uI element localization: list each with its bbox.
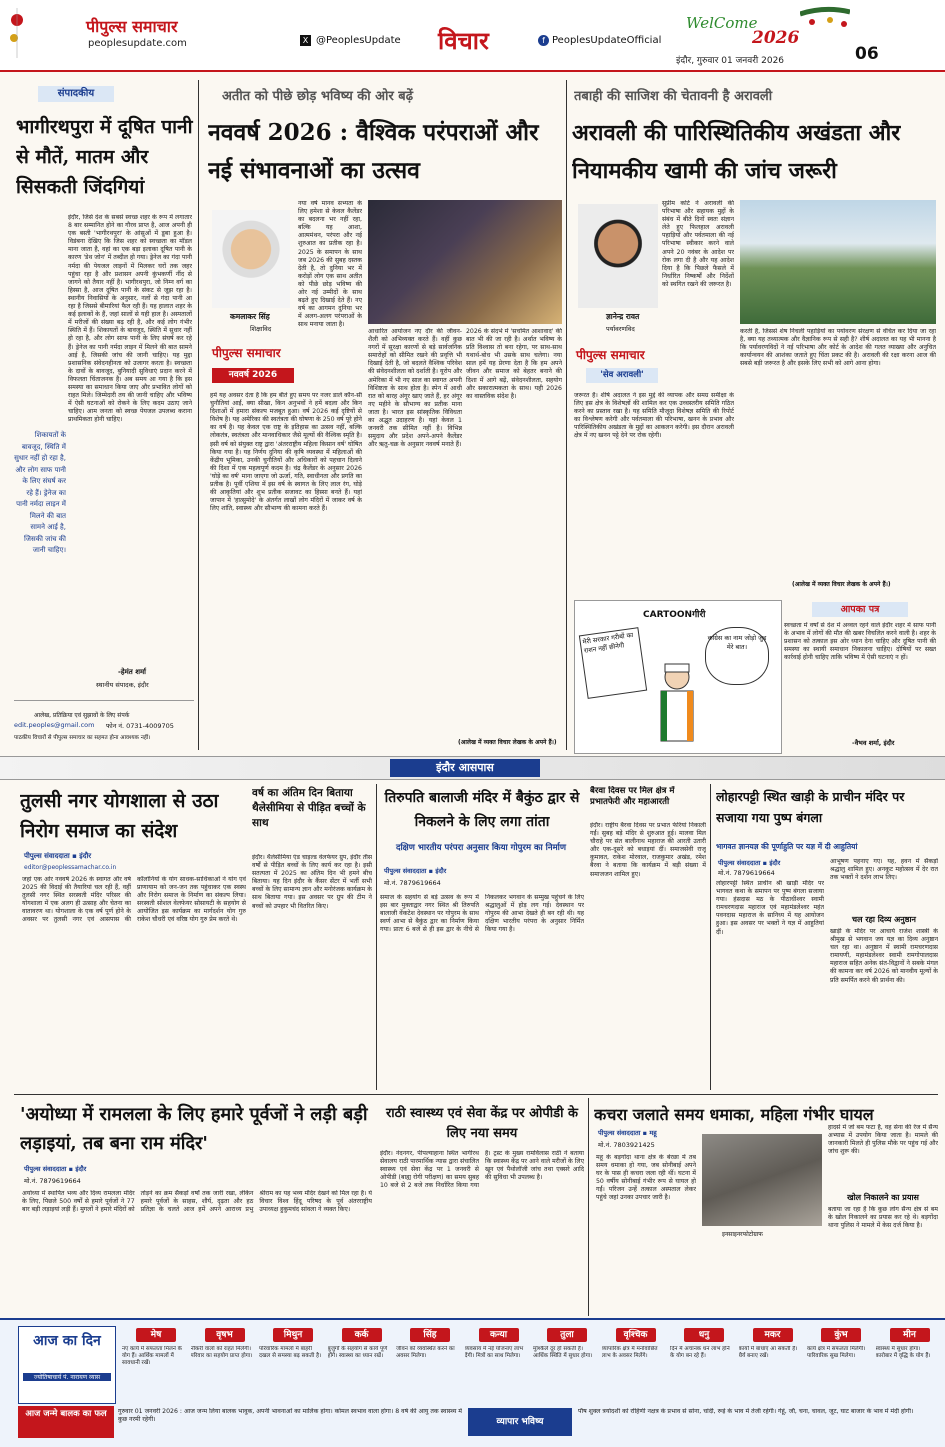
zodiac-sign-10-text: कार्यों में बाधाएं आ सकती हैं। धैर्य बनाए रखें। <box>738 1346 798 1359</box>
twitter-icon: X <box>300 35 311 46</box>
column-divider <box>376 784 377 1090</box>
astrologer-name: ज्योतिषाचार्य पं. नारायण व्यास <box>23 1373 111 1381</box>
zodiac-sign-1-text: नए कार्य में सफलता मिलने के योग हैं। आर्थिक मामलों में सावधानी रखें। <box>122 1346 182 1366</box>
website-link[interactable]: peoplesupdate.com <box>88 38 187 49</box>
aravali-author: ज्ञानेन्द्र रावत <box>606 312 640 321</box>
masthead <box>0 0 945 72</box>
tulsi-body: जहां एक ओर नववर्ष 2026 के स्वागत और वर्ष 2025 की विदाई की तैयारियां चल रही हैं, वहीं तुलसी नगर स्थित सरस्वती मंदिर परिसर की योगशाला में एक अलग ही उत्साह और चेतना का वातावरण था। योगशाला के एक वर्ष पूर्ण होने के अवसर पर तुलसी नगर एवं आसपास की कॉलोनियों के योग साधक-साधिकाओं ने योग एवं प्राणायाम को जन-जन तक पहुंचाकर एक स्वस्थ और निरोग समाज के निर्माण का संकल्प लिया। सरस्वती सोशल वेलफेयर सोसायटी के सहयोग से आयोजित इस कार्यक्रम का मार्गदर्शन योग गुरु राकेश चौधरी एवं वरिष्ठ योग गुरु प्रेम करते थे। <box>22 876 246 924</box>
ayodhya-headline: 'अयोध्या में रामलला के लिए हमारे पूर्वजों ने लड़ी बड़ी लड़ाइयां, तब बना राम मंदिर' <box>20 1104 368 1154</box>
author-photo-gyanendra <box>578 204 658 308</box>
ayodhya-mobile: मो.नं. 7879619664 <box>24 1177 81 1185</box>
aravali-col1: सुप्रीम कोर्ट ने अरावली की परिभाषा और सहायक मुद्दों के संबंध में बीते दिनों स्वतः संज्ञान लेते हुए फिलहाल अरावली पहाड़ियों और पर्वतमाला की नई परिभाषा स्वीकार करने वाले अपने 20 नवंबर के आदेश पर रोक लगा दी है और यह आदेश दिया है कि पिछले फैसले में निर्धारित निष्कर्षों और निर्देशों को स्थगित रखने की जरूरत है। <box>662 200 734 288</box>
author-photo-kamlakar <box>212 210 290 308</box>
zodiac-sign-9-name: धनु <box>684 1328 724 1342</box>
aravali-col2: जरूरत है। शीर्ष अदालत ने इस मुद्दे की व्यापक और समग्र समीक्षा के लिए इस क्षेत्र के विशेषज्ञों की शामिल कर एक उच्चस्तरीय समिति गठित करने का प्रस्ताव रखा है। यह समिति मौजूदा विशेषज्ञ समिति की रिपोर्ट का विश्लेषण करेगी और पर्वतमाला की परिभाषा, खनन के प्रभाव और पारिस्थितिकीय अखंडता के मुद्दों का आकलन करेगी। इस दौरान अरावली क्षेत्र में नए खनन पट्टे देने पर रोक रहेगी। <box>574 392 734 440</box>
zodiac-sign-3-name: मिथुन <box>273 1328 313 1342</box>
ayodhya-body: अयोध्या में स्थापित भव्य और दिव्य रामलला मंदिर के लिए, पिछले 500 वर्षों से हमारे पूर्वजों ने 77 बार बड़ी लड़ाइयां लड़ी हैं। मुगलों ने हमारे मंदिरों को तोड़ने का क्रम सैकड़ों वर्षों तक जारी रखा, लेकिन हमारे पूर्वजों के साहस, शौर्य, दृढ़ता और हठ प्रतिज्ञा के चलते आज हमें अपने आराध्य प्रभु श्रीराम का यह भव्य मंदिर देखने को मिल रहा है। ये विचार विश्व हिंदू परिषद के पूर्व अंतरराष्ट्रीय उपाध्यक्ष हुकुमचंद सांवला ने व्यक्त किए। <box>22 1190 372 1214</box>
cartoon-sign: मेरी सरकार गरीबों का राशन नहीं छीनेगी <box>579 627 647 699</box>
editorial-body: इंदौर, जिसे देश के सबसे स्वच्छ शहर के रूप में लगातार 8 बार सम्मानित होने का गौरव प्राप्त है, आज अपनी ही एक बस्ती 'भागीरथपुरा' के आंसुओं में डूबा हुआ है। विडंबना देखिए कि जिस शहर को स्वच्छता का मॉडल माना जाता है, वहां का एक बड़ा इलाका दूषित पानी के कारण 'डेथ जोन' में तब्दील हो गया। ड्रेनेज का गंदा पानी नर्मदा की पेयजल लाइनों में मिलकर घरों तक जहर पहुंचा रहा है और प्रशासन अपनी कुंभकर्णी नींद से जागने को तैयार नहीं है। भागीरथपुरा, जो निम्न वर्ग का हिस्सा है, आज दूषित पानी के संकट से जूझ रहा है। स्थानीय निवासियों के अनुसार, नलों से गंदा पानी आ रहा है जिससे बीमारियां फैल रही हैं। यह हालात शहर के कई इलाकों के हैं, जहां सालों से यही हाल है। अस्पतालों में मरीजों की संख्या बढ़ रही है, और कई लोग गंभीर स्थिति में हैं। शिकायतों के बावजूद, स्थिति में सुधार नहीं हो रहा है, और लोग साफ पानी के लिए संघर्ष कर रहे हैं। ड्रेनेज का पानी नर्मदा लाइन में मिलने की बात सामने आई है, जिसकी जांच की जानी चाहिए। यह मुद्दा प्रशासनिक संवेदनहीनता को उजागर करता है। स्वच्छता के दावों के बावजूद, बुनियादी सुविधाएं प्रदान करने में विफलता चिंताजनक है। अब समय आ गया है कि इस समस्या का समाधान किया जाए और प्रभावित लोगों को राहत मिले। जिम्मेदारी तय की जानी चाहिए और भविष्य में ऐसी घटनाओं को रोकने के लिए कदम उठाए जाने चाहिए। आम जनता को स्वच्छ पेयजल उपलब्ध कराना प्राथमिकता होनी चाहिए। <box>68 214 192 424</box>
tulsi-headline: तुलसी नगर योगशाला से उठा निरोग समाज का संदेश <box>20 790 219 842</box>
lohar-body: लोहारपट्टी स्थित प्राचीन श्री खाड़ी मंदिर पर भागवत कथा के समापन पर पुष्प बंगला सजाया गया। हंसदास मठ के पीठाधीश्वर स्वामी रामचरणदास महाराज एवं महामंडलेश्वर महंत पवनदास महाराज के सानिध्य में यह आयोजन हुआ। इस अवसर पर भक्तों ने यज्ञ में आहुतियां दीं। <box>716 880 824 936</box>
column-divider <box>588 1098 589 1316</box>
aravali-tag: 'सेव अरावली' <box>586 368 658 383</box>
cartoon-figure <box>645 661 709 749</box>
letters-box <box>784 602 936 752</box>
tirupati-body: समाज के सहयोग से बड़े उत्सव के रूप में इस बार मुक्ताद्वार नगर स्थित श्री तिरुपति बालाजी वेंकटेश देवस्थान पर गोपुरम के साथ स्वर्ण आभा से बैकुंठ द्वार का निर्माण किया गया। प्रातः 6 बजे से ही इस द्वार के नीचे से निकलकर भगवान के सम्मुख पहुंचने के लिए श्रद्धालुओं में होड़ लग गई। देवस्थान पर गोपुरम की आभा देखते ही बन रही थी। यह दक्षिण भारतीय परंपरा के अनुसार निर्मित किया गया है। <box>380 894 584 934</box>
zodiac-sign-9-text: दिन में अचानक धन लाभ होने के योग बन रहे हैं। <box>670 1346 730 1359</box>
welcome-year: 2026 <box>752 28 800 48</box>
facebook-icon: f <box>538 35 549 46</box>
aravali-col3: करती है, जिससे शेष निचली पहाड़ियों का पर्यावरण संरक्षण से वंचित कर दिया जा रहा है, क्या यह तथ्यात्मक और वैज्ञानिक रूप से सही है? शीर्ष अदालत का यह भी मानना है कि पर्यावरणविदों ने नई परिभाषा और कोर्ट के आदेश की गलत व्याख्या और अनुचित कार्यान्वयन की आशंका जताते हुए चिंता प्रकट की है। अरावली की रक्षा करना आज की सबसे बड़ी जरूरत है और इसके लिए सभी को आगे आना होगा। <box>740 328 936 368</box>
editorial-headline: भागीरथपुरा में दूषित पानी से मौतें, मातम और सिसकती जिंदगियां <box>16 116 193 198</box>
letters-label: आपका पत्र <box>812 602 908 617</box>
zodiac-sign-11-text: कार्य क्षेत्र में सफलता मिलेगी। पारिवारिक सुख मिलेगा। <box>807 1346 866 1359</box>
tirupati-subhead: दक्षिण भारतीय परंपरा अनुसार किया गोपुरम का निर्माण <box>395 843 567 853</box>
blast-photo-caption: इनसाइनरफोटोग्राफ <box>722 1231 763 1238</box>
welcome-text: WelCome <box>686 14 758 32</box>
zodiac-sign-8-text: व्यापारिक क्षेत्र में मनोवांछित लाभ के अवसर मिलेंगे। <box>601 1346 658 1359</box>
tirupati-byline: पीपुल्स संवाददाता ▪ इंदौर <box>384 867 447 875</box>
zodiac-sign-2-name: वृषभ <box>205 1328 245 1342</box>
lohar-subhead: भागवत ज्ञानयज्ञ की पूर्णाहुति पर यज्ञ में दी आहुतियां <box>716 842 858 851</box>
zodiac-sign-4-name: कर्क <box>342 1328 382 1342</box>
bairva-headline: बैरवा दिवस पर मिल क्षेत्र में प्रभातफेरी और महाआरती <box>590 786 675 807</box>
tulsi-email[interactable]: editor@peoplessamachar.co.in <box>24 864 117 871</box>
newyear-kicker: अतीत को पीछे छोड़ भविष्य की ओर बढ़ें <box>222 89 414 104</box>
tirupati-city: इंदौर <box>435 867 447 875</box>
aravali-kicker: तबाही की साजिश की चेतावनी है अरावली <box>574 89 773 104</box>
opd-headline: राठी स्वास्थ्य एवं सेवा केंद्र पर ओपीडी के लिए नया समय <box>385 1106 579 1141</box>
horoscope-title: आज का दिन <box>33 1333 101 1349</box>
cartoon-box <box>574 600 782 754</box>
zodiac-sign-6-text: व्यवसाय में नई योजनाएं लाभ देंगी। मित्रों का साथ मिलेगा। <box>464 1346 524 1359</box>
column-divider <box>566 80 567 750</box>
blast-reporter: पीपुल्स संवाददाता <box>598 1129 641 1137</box>
lohar-reporter: पीपुल्स संवाददाता <box>718 859 761 867</box>
blast-byline: पीपुल्स संवाददाता ▪ महू <box>598 1129 657 1137</box>
editorial-author-role: स्थानीय संपादक, इंदौर <box>96 681 149 689</box>
cartoon-label: CARTOONगीरी <box>643 610 706 620</box>
aravali-headline: अरावली की पारिस्थितिकीय अखंडता और नियामकीय खामी की जांच जरूरी <box>572 120 901 184</box>
market-label: व्यापार भविष्य <box>468 1408 572 1436</box>
tirupati-headline: तिरुपति बालाजी मंदिर में बैकुंठ द्वार से निकलने के लिए लगा तांता <box>384 790 580 830</box>
disclaimer: पाठकीय विचारों से पीपुल्स समाचार का सहमत होना आवश्यक नहीं। <box>14 735 151 741</box>
tulsi-city: इंदौर <box>79 852 92 860</box>
zodiac-sign-12-text: स्वास्थ्य में सुधार होगा। कारोबार में वृद्धि के योग हैं। <box>875 1346 931 1359</box>
aravali-footnote: (आलेख में व्यक्त विचार लेखक के अपने हैं।) <box>792 581 891 588</box>
local-band-label: इंदौर आसपास <box>390 759 540 777</box>
editorial-author: -हेमंत शर्मा <box>118 668 146 676</box>
contact-box <box>14 700 194 753</box>
newyear-col1: नया वर्ष मानव सभ्यता के लिए हमेशा से केवल कैलेंडर का बदलना भर नहीं रहा, बल्कि यह आशा, आत्ममंथन, परंपरा और नई शुरुआत का प्रतीक रहा है। 2025 के समापन के साथ जब 2026 की सुबह दस्तक देती है, तो दुनिया भर में करोड़ों लोग एक साथ अतीत को पीछे छोड़ भविष्य की ओर नई उम्मीदों के साथ बढ़ते हुए दिखाई देते हैं। नए वर्ष का आगमन दुनिया भर में अलग-अलग परंपराओं के साथ मनाया जाता है। <box>298 200 362 329</box>
zodiac-sign-7-name: तुला <box>547 1328 587 1342</box>
bairva-body: इंदौर। राष्ट्रीय बैरवा दिवस पर प्रभात फेरियां निकाली गईं। सुबह बड़े मंदिर से शुरुआत हुई। मालवा मिल चौराहे पर संत बालीनाथ महाराज की आरती उतारी और एक-दूसरे को बधाइयां दीं। समाजसेवी राजू कुमावत, राकेश मोरवाल, राजकुमार अखंड, रमेश बैरवा ने बताया कि कार्यक्रम में बड़ी संख्या में समाजजन शामिल हुए। <box>590 822 706 878</box>
column-divider <box>198 80 199 750</box>
lohar-city: इंदौर <box>769 859 781 867</box>
vardi-body: इंदौर। थैलेसीमिया एंड चाइल्ड वेलफेयर ग्रुप, इंदौर तीस वर्षों से पीड़ित बच्चों के लिए कार्य कर रहा है। इसी सतत्यता में 2025 का अंतिम दिन भी हमने बीच बिताया। यह दिन इंदौर के कैंसर सेंटर में भर्ती सभी बच्चों के लिए सामान्य ज्ञान और मनोरंजक कार्यक्रम के साथ बिताया गया। इस अवसर पर ग्रुप की टीम ने बच्चों को उपहार भी वितरित किए। <box>252 854 372 910</box>
ayodhya-byline: पीपुल्स संवाददाता ▪ इंदौर <box>24 1165 87 1173</box>
zodiac-sign-3-text: परिवारिक मामलों में बाहरी दखल से समस्या बढ़ सकती है। <box>259 1346 322 1359</box>
page-number: 06 <box>855 44 879 64</box>
dateline: इंदौर, गुरुवार 01 जनवरी 2026 <box>676 56 785 66</box>
aravali-author-role: पर्यावरणविद <box>606 325 635 333</box>
blast-subhead: खोल निकालने का प्रयास <box>847 1193 919 1202</box>
twitter-handle[interactable]: @PeoplesUpdate <box>316 35 401 46</box>
letters-body: स्वच्छता में वर्षों से देश में अव्वल रहने वाले इंदौर शहर में साफ पानी के अभाव में लोगों की मौत की खबर विचलित करने वाली है। शहर के प्रशासन को तत्काल इस ओर ध्यान देना चाहिए और दूषित पानी की समस्या का स्थायी समाधान निकालना चाहिए। दोषियों पर सख्त कार्रवाई होनी चाहिए ताकि भविष्य में ऐसी घटनाएं न हों। <box>784 622 936 662</box>
aravali-hills-photo <box>740 200 936 324</box>
holiday-decoration-right <box>800 6 850 44</box>
local-band <box>0 756 945 780</box>
newyear-headline: नववर्ष 2026 : वैश्विक परंपराओं और नई संभावनाओं का उत्सव <box>208 119 539 184</box>
zodiac-sign-10-name: मकर <box>753 1328 793 1342</box>
section-title: विचार <box>438 26 489 55</box>
newyear-logo: पीपुल्स समाचार <box>212 346 281 360</box>
concert-photo <box>368 200 562 324</box>
blast-city: महू <box>649 1129 657 1137</box>
lohar-mobile: मो.नं. 7879619664 <box>718 869 775 877</box>
contact-email[interactable]: edit.peoples@gmail.com <box>14 721 95 729</box>
blast-col2b: बताया जा रहा है कि कुछ लोग सैन्य क्षेत्र से बम के खोल निकालने का प्रयास कर रहे थे। बड़गोंदा थाना पुलिस ने मामले में केस दर्ज किया है। <box>828 1206 938 1230</box>
zodiac-sign-6-name: कन्या <box>479 1328 519 1342</box>
facebook-handle[interactable]: PeoplesUpdateOfficial <box>552 35 662 46</box>
tirupati-reporter: पीपुल्स संवाददाता <box>384 867 427 875</box>
contact-phone: फोन नं. 0731-4009705 <box>106 722 174 730</box>
newyear-col2: हमें यह अवसर देता है कि हम बीते हुए समय पर नजर डालें कौन-सी चुनौतियां आईं, क्या सीखा, किन अनुभवों ने हमें बदला और किन दिशाओं में हमारा संकल्प मजबूत हुआ। वर्ष 2026 कई दृष्टियों से विशेष है। यह अमेरिका की स्वतंत्रता की घोषणा के 250 वर्ष पूरे होने का वर्ष है। यह केवल एक राष्ट्र के इतिहास का उत्सव नहीं, बल्कि लोकतंत्र, स्वतंत्रता और मानवाधिकार जैसे मूल्यों की वैश्विक स्मृति है। इसी वर्ष को संयुक्त राष्ट्र द्वारा 'अंतरराष्ट्रीय महिला किसान वर्ष' घोषित किया गया है। यह निर्णय दुनिया की कृषि व्यवस्था में महिलाओं की केंद्रीय भूमिका, उनकी चुनौतियों और अधिकारों को पहचान दिलाने की दिशा में एक महत्वपूर्ण कदम है। चंद्र कैलेंडर के अनुसार 2026 'घोड़े का वर्ष' माना जाएगा जो ऊर्जा, गति, स्वाधीनता और प्रगति का प्रतीक है। पूर्वी एशिया में इस वर्ष के स्वागत के लिए लाल रंग, घोड़े की आकृतियां और शुभ प्रतीक सजावट का हिस्सा बनते हैं। यहां जापान में 'हात्सुमोदे' के अंतर्गत लाखों लोग मंदिरों में जाकर वर्ष के लिए शांति, स्वास्थ्य और सौभाग्य की कामना करते हैं। <box>210 392 362 513</box>
newyear-col4: 2026 के संदर्भ में 'सचमित आशावाद' की बात भी की जा रही है। अर्थात भविष्य के प्रति विश्वास तो बना रहेगा, पर साथ-साथ यथार्थ-बोध भी उसके साथ चलेगा। नया साल हमें यह प्रेरणा देता है कि हम अपने जीवन और समाज को बेहतर बनाने की दिशा में आगे बढ़ें, संवेदनशीलता, सहयोग और सकारात्मकता के साथ। यही 2026 का वास्तविक संदेश है। <box>466 328 562 400</box>
zodiac-sign-1-name: मेष <box>136 1328 176 1342</box>
blast-headline: कचरा जलाते समय धमाका, महिला गंभीर घायल <box>594 1105 874 1124</box>
market-text: पौष शुक्ल त्रयोदशी को रोहिणी नक्षत्र के प्रभाव से सोना, चांदी, रूई के भाव में तेजी रहेगी। गेहूं, जौ, चना, चावल, जूट, घाट बाजार के भाव में मंदी होगी। <box>578 1408 914 1415</box>
newyear-author: कमलाकर सिंह <box>230 312 270 321</box>
zodiac-sign-4-text: बुजुर्गों के सहयोग से कार्य पूर्ण होंगे। स्वास्थ्य का ध्यान रखें। <box>327 1346 388 1359</box>
letters-author: -वैभव शर्मा, इंदौर <box>852 739 895 747</box>
editorial-label: संपादकीय <box>38 86 114 102</box>
lohar-byline: पीपुल्स संवाददाता ▪ इंदौर <box>718 859 781 867</box>
tirupati-mobile: मो.नं. 7879619664 <box>384 879 441 887</box>
vardi-headline: वर्ष का अंतिम दिन बिताया थैलेसीमिया से पीड़ित बच्चों के साथ <box>252 787 366 829</box>
zodiac-sign-8-name: वृश्चिक <box>616 1328 656 1342</box>
masthead-logo: पीपुल्स समाचार <box>86 17 178 36</box>
blast-body: महू के बड़गोंदा थाना क्षेत्र के बेरछा में तब समय धमाका हो गया, जब सोनीबाई अपने घर के पास ही कचरा जला रही थीं। घटना में 50 वर्षीय सोनीबाई गंभीर रूप से घायल हो गईं। परिजन उन्हें तत्काल अस्पताल लेकर पहुंचे जहां उनका उपचार जारी है। <box>596 1154 696 1202</box>
zodiac-sign-2-text: नौकरी वालों को राहत मिलेगी। परिवार का सहयोग प्राप्त होगा। <box>190 1346 253 1359</box>
lohar-headline: लोहारपट्टी स्थित खाड़ी के प्राचीन मंदिर पर सजाया गया पुष्प बंगला <box>716 789 905 825</box>
zodiac-sign-7-text: मुश्किलें दूर हो सकती हैं। आर्थिक स्थिति में सुधार होगा। <box>533 1346 593 1359</box>
column-divider <box>710 784 711 1090</box>
ayodhya-reporter: पीपुल्स संवाददाता <box>24 1165 67 1173</box>
aravali-logo: पीपुल्स समाचार <box>576 348 645 362</box>
editorial-pull-quote: शिकायतों के बावजूद, स्थिति में सुधार नहीं हो रहा है, और लोग साफ पानी के लिए संघर्ष कर रहे हैं। ड्रेनेज का पानी नर्मदा लाइन में मिलने की बात सामने आई है, जिसकी जांच की जानी चाहिए। <box>14 431 66 554</box>
tulsi-reporter: पीपुल्स संवाददाता <box>24 852 70 860</box>
zodiac-sign-5-text: जीवन को व्यवस्थित करने का अवसर मिलेगा। <box>396 1346 455 1359</box>
horizontal-divider <box>14 1094 938 1095</box>
newyear-footnote: (आलेख में व्यक्त विचार लेखक के अपने हैं।) <box>458 739 557 746</box>
holiday-decoration-left <box>6 8 28 58</box>
blast-col2: हादसे में जो बम फटा है, वह सेना की रेंज में सैन्य अभ्यास में उपयोग किया जाता है। मामले की जानकारी मिलते ही पुलिस मौके पर पहुंच गई और जांच शुरू की। <box>828 1124 938 1156</box>
zodiac-sign-5-name: सिंह <box>410 1328 450 1342</box>
lohar-col2b: खाड़ी के मंदिर पर आचार्य राजेश शास्त्री के श्रीमुख से भगवान जय यज्ञ का दिव्य अनुष्ठान चल रहा था। अनुष्ठान में स्वामी रामचरणदास रामायणी, महामंडलेश्वर स्वामी रामगोपालदास महाराज सहित अनेक संत-विद्वानों ने सबके मंगल की कामना कर वर्ष 2026 को मानवीय मूल्यों के प्रति समर्पित करने की प्रार्थना की। <box>830 928 938 984</box>
zodiac-sign-12-name: मीन <box>890 1328 930 1342</box>
blast-mobile: मो.नं. 7803921425 <box>598 1141 655 1149</box>
birthday-label: आज जन्मे बालक का फल <box>18 1406 114 1438</box>
ayodhya-city: इंदौर <box>75 1165 87 1173</box>
lohar-col2: आभूषण पहनाए गए। यह, हवन में सैकड़ों श्रद्धालु शामिल हुए। अनकूट महोत्सव में देर रात तक भक्तों ने दर्शन लाभ लिए। <box>830 858 938 882</box>
lohar-subhead-2: चल रहा दिव्य अनुष्ठान <box>852 915 916 924</box>
tulsi-byline: पीपुल्स संवाददाता ▪ इंदौर <box>24 852 92 860</box>
newyear-author-role: शिक्षाविद <box>250 325 272 333</box>
newyear-tag: नववर्ष 2026 <box>212 368 294 383</box>
blast-photo <box>702 1134 822 1226</box>
zodiac-sign-11-name: कुंभ <box>821 1328 861 1342</box>
cartoon-speech-bubble: कांग्रेस का नाम जोड़ो जुड़ मेरे बात। <box>705 627 769 685</box>
birthday-text: गुरुवार 01 जनवरी 2026 : आज जन्म लिया बालक भावुक, अपनी भावनाओं का मालिक होगा। कोमल स्वभाव वाला होगा। 8 वर्ष की आयु तक स्वास्थ्य में कुछ नरमी रहेगी। <box>118 1408 462 1424</box>
opd-body: इंदौर। नंदनगर, पीपल्याहाना स्थित भागीरथ सेवालय राठी पारमार्थिक न्यास द्वारा संचालित स्वास्थ्य एवं सेवा केंद्र पर 1 जनवरी से ओपीडी (बाह्य रोगी परीक्षण) का समय सुबह 10 बजे से 2 बजे तक निर्धारित किया गया है। ट्रस्ट के मुख्य रामविलास राठी ने बताया कि स्वास्थ्य केंद्र पर आने वाले मरीजों के लिए खून एवं पैथोलॉजी जांच तथा एक्सरे आदि की सुविधा भी उपलब्ध है। <box>380 1150 584 1190</box>
contact-line: आलेख, प्रतिक्रिया एवं सुझावों के लिए संपर्क <box>34 712 130 719</box>
horoscope-title-box <box>18 1326 116 1404</box>
newyear-col3: आधारित आयोजन नए दौर की जीवन-शैली को अभिव्यक्त करते हैं। वहीं कुछ नगरों में सुरक्षा कारणों से बड़े सार्वजनिक समारोहों को सीमित रखने की प्रवृत्ति भी दिखाई देती है, जो बदलते वैश्विक परिवेश की संवेदनशीलता को दर्शाती है। यूरोप और अमेरिका में भी नए साल का स्वागत अपनी विशिष्टता के साथ होता है। स्पेन में आधी रात को बारह अंगूर खाए जाते हैं, हर अंगूर नए महीने के सौभाग्य का प्रतीक माना जाता है। भारत इस सांस्कृतिक विविधता का अद्भुत उदाहरण है। यहां केवल 1 जनवरी तक सीमित नहीं है। विभिन्न समुदाय और प्रदेश अपने-अपने कैलेंडर और ऋतु-चक्र के अनुसार नववर्ष मनाते हैं। <box>368 328 462 449</box>
